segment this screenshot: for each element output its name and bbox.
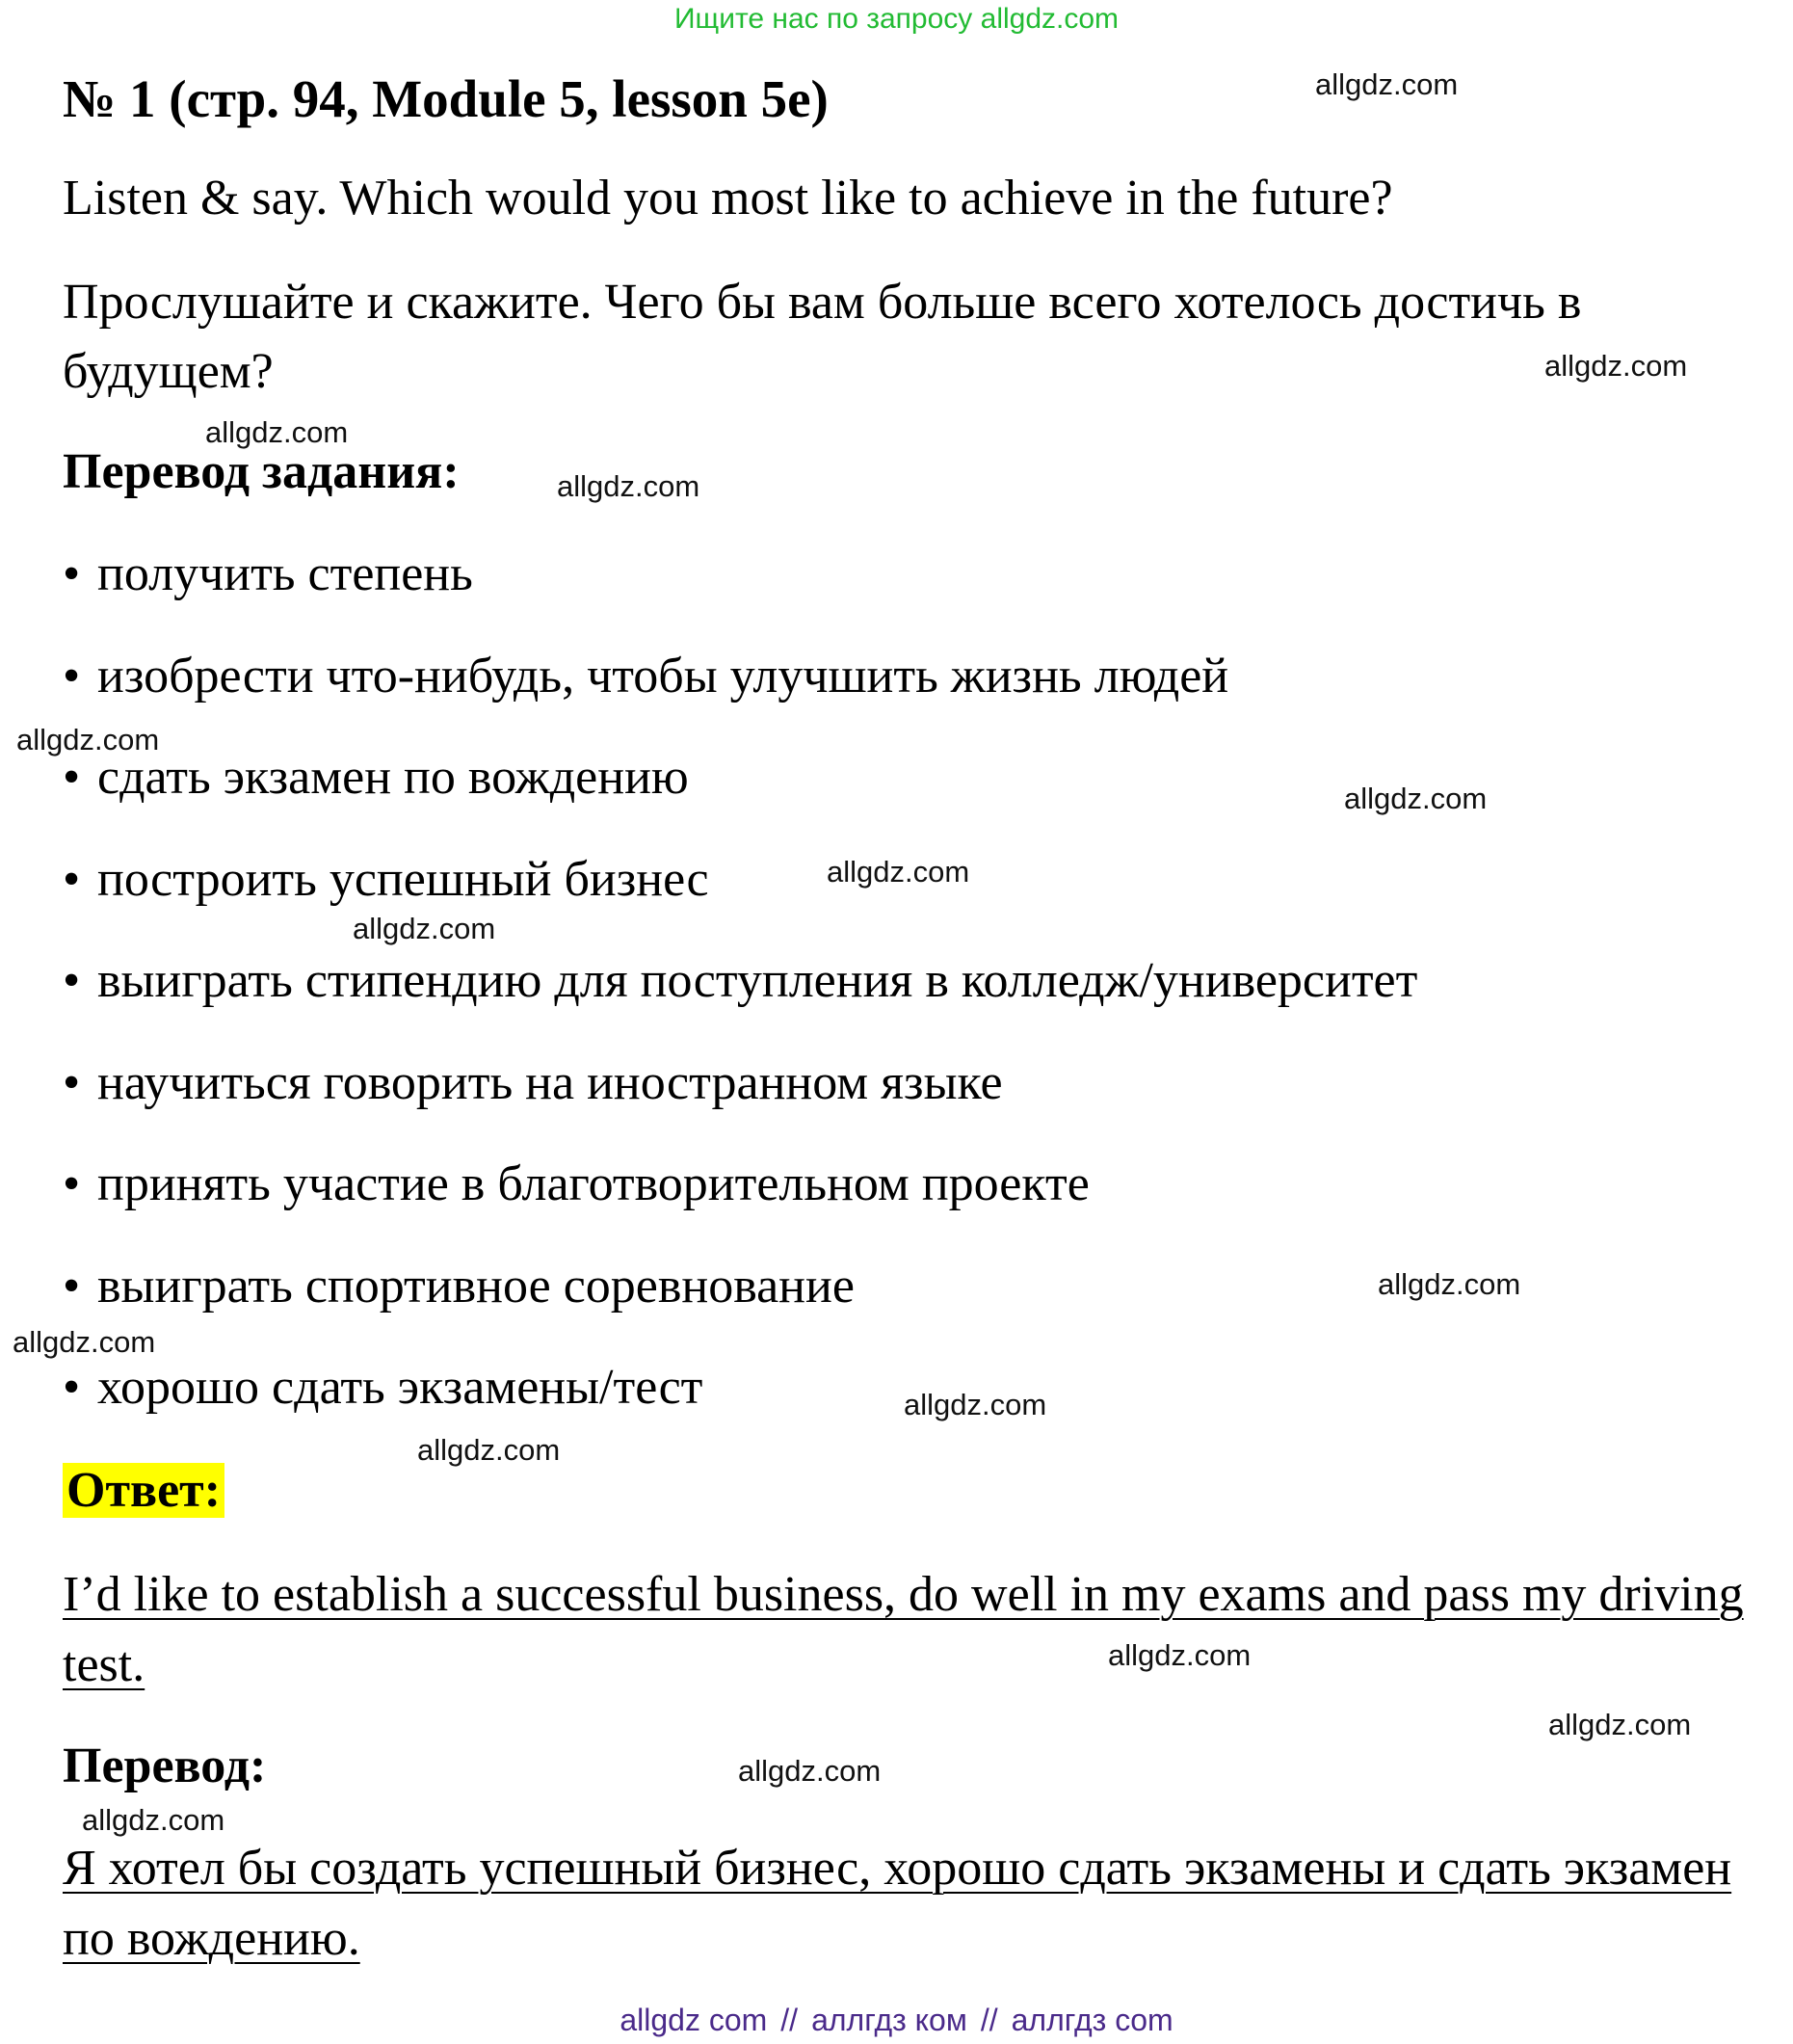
bullet-icon: • bbox=[63, 1156, 81, 1211]
translation-text: Я хотел бы создать успешный бизнес, хорошо сдать экзамены и сдать экзамен по вождению. bbox=[63, 1841, 1732, 1966]
watermark: allgdz.com bbox=[827, 855, 970, 889]
bullet-icon: • bbox=[63, 953, 81, 1008]
translation-heading: Перевод задания: bbox=[63, 444, 460, 499]
bullet-icon: • bbox=[63, 750, 81, 805]
list-item-text: хорошо сдать экзамены/тест bbox=[97, 1360, 703, 1415]
list-item bbox=[63, 1049, 1417, 1151]
watermark: allgdz.com bbox=[417, 1433, 561, 1467]
watermark: allgdz.com bbox=[205, 415, 349, 449]
list-item-text: принять участие в благотворительном проекте bbox=[97, 1156, 1090, 1211]
watermark: allgdz.com bbox=[1548, 1708, 1692, 1741]
task-title: № 1 (стр. 94, Module 5, lesson 5e) bbox=[63, 69, 829, 128]
list-item-text: изобрести что-нибудь, чтобы улучшить жизнь людей bbox=[97, 648, 1229, 703]
list-item bbox=[63, 845, 1417, 947]
watermark: allgdz.com bbox=[1344, 782, 1488, 815]
list-item bbox=[63, 743, 1417, 845]
bullet-icon: • bbox=[63, 1054, 81, 1110]
bullet-icon: • bbox=[63, 546, 81, 601]
search-banner: Ищите нас по запросу allgdz.com bbox=[673, 3, 1120, 35]
watermark: allgdz.com bbox=[1378, 1267, 1521, 1301]
footer bbox=[0, 2001, 1793, 2039]
answer-label: Ответ: bbox=[63, 1463, 224, 1518]
watermark: allgdz.com bbox=[1108, 1638, 1252, 1672]
watermark: allgdz.com bbox=[353, 912, 496, 945]
watermark: allgdz.com bbox=[557, 469, 700, 503]
watermark: allgdz.com bbox=[1315, 67, 1459, 101]
list-item bbox=[63, 1353, 1417, 1455]
answer-text: I’d like to establish a successful business, do well in my exams and pass my driving test. bbox=[63, 1567, 1744, 1692]
list-item-text: выиграть спортивное соревнование bbox=[97, 1258, 855, 1314]
list-item-text: научиться говорить на иностранном языке bbox=[97, 1054, 1003, 1110]
watermark: allgdz.com bbox=[904, 1388, 1047, 1421]
bullet-icon: • bbox=[63, 851, 81, 907]
translation-label: Перевод: bbox=[63, 1739, 267, 1793]
watermark: allgdz.com bbox=[738, 1754, 882, 1788]
watermark: allgdz.com bbox=[82, 1803, 225, 1837]
footer-separator: // bbox=[980, 2003, 998, 2037]
list-item-text: построить успешный бизнес bbox=[97, 851, 709, 907]
list-item bbox=[63, 540, 1417, 642]
list-item-text: сдать экзамен по вождению bbox=[97, 750, 689, 805]
footer-link[interactable]: аллгдз ком bbox=[811, 2003, 967, 2037]
task-translation-list bbox=[63, 540, 1417, 1455]
answer-heading bbox=[63, 1457, 224, 1525]
bullet-icon: • bbox=[63, 648, 81, 703]
list-item bbox=[63, 1252, 1417, 1354]
list-item-text: получить степень bbox=[97, 546, 473, 601]
list-item bbox=[63, 946, 1417, 1049]
watermark: allgdz.com bbox=[1544, 349, 1688, 383]
list-item-text: выиграть стипендию для поступления в колледж/университет bbox=[97, 953, 1418, 1008]
list-item bbox=[63, 642, 1417, 744]
watermark: allgdz.com bbox=[16, 723, 160, 757]
watermark: allgdz.com bbox=[13, 1325, 156, 1359]
instruction-russian: Прослушайте и скажите. Чего бы вам больше всего хотелось достичь в будущем? bbox=[63, 275, 1582, 399]
instruction-english: Listen & say. Which would you most like to achieve in the future? bbox=[63, 171, 1393, 226]
bullet-icon: • bbox=[63, 1360, 81, 1415]
footer-link[interactable]: аллгдз com bbox=[1011, 2003, 1173, 2037]
footer-link[interactable]: allgdz com bbox=[620, 2003, 768, 2037]
list-item bbox=[63, 1150, 1417, 1252]
footer-separator: // bbox=[780, 2003, 799, 2037]
bullet-icon: • bbox=[63, 1258, 81, 1314]
